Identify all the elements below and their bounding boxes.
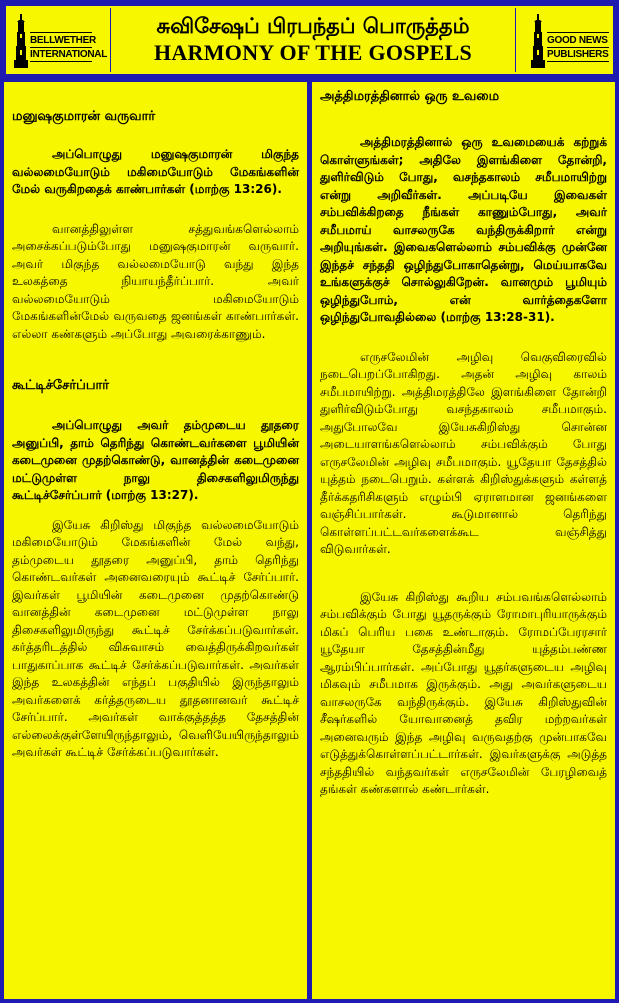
commentary-gather: இயேசு கிறிஸ்து மிகுந்த வல்லமையோடும் மகிமையோடும் மேகங்களின் மேல் வந்து, தம்முடைய தூதரை அனுப்பி, தாம் தெரிந்து கொண்டவர்கள் அனைவரையும் கூட்டிச் சேர்ப்பார். இவர்கள் பூமியின் கடைமுனை முதற்கொண்டு வானத்தின் கடைமுனை மட்டுமுள்ள நாலு திசைகளிலுமிருந்து கூட்டிச் சேர்க்கப்படுவார்கள். கர்த்தரிடத்தில் விசுவாசம் வைத்திருக்கிறவர்கள் பாதுகாப்பாக கூட்டிச் சேர்க்கப்படுவார்கள். அவர்கள் இந்த உலகத்தின் எந்தப் பகுதியில் இருந்தாலும் அவர்களைக் கர்த்தருடைய தூதனானவர் கூட்டிச் சேர்ப்பார். அவர்கள் வாக்குத்தத்த தேசத்தின் எல்லைக்குள்ளேயிருந்தாலும், வெளியேயிருந்தாலும் அவர்கள் கூட்டிச் சேர்க்கப்படுவார்கள். [12, 517, 299, 759]
bellwether-logo [12, 12, 108, 70]
section-heading-fig-tree: அத்திமரத்தினால் ஒரு உவமை [320, 89, 500, 104]
logo-right-line1: GOOD NEWS [547, 32, 609, 47]
commentary-son-of-man: வானத்திலுள்ள சத்துவங்களெல்லாம் அசைக்கப்படும்போது மனுஷகுமாரன் வருவார். அவர் மிகுந்த வல்லமையோடு வந்து இந்த உலகத்தை நியாயந்தீர்ப்பார். அவர் வல்லமையோடும் மகிமையோடும் மேகங்களின்மேல் வருவதை ஜனங்கள் காண்பார்கள். எல்லா கண்களும் அப்போது அவரைக்காணும். [12, 221, 299, 341]
page-title-english: HARMONY OF THE GOSPELS [153, 40, 473, 65]
verse-mark-13-27: அப்பொழுது அவர் தம்முடைய தூதரை அனுப்பி, தாம் தெரிந்து கொண்டவர்களை பூமியின் கடைமுனை முதற்கொண்டு, வானத்தின் கடைமுனை மட்டுமுள்ள நாலு திசைகளிலுமிருந்து கூட்டிச்சேர்ப்பார் (மாற்கு 13:27). [12, 418, 299, 502]
tower-icon [529, 12, 547, 70]
good-news-logo [529, 12, 609, 70]
section-heading-gather: கூட்டிச்சேர்ப்பார் [12, 378, 110, 393]
title-box [110, 8, 516, 72]
commentary-fig-tree-2: இயேசு கிறிஸ்து கூறிய சம்பவங்களெல்லாம் சம்பவிக்கும் போது யூதருக்கும் ரோமாபுரியாருக்கும் மிகப் பெரிய பகை உண்டாகும். ரோமப்பேரரசார் யூதேயா தேசத்தின்மீது யுத்தம்பண்ண ஆரம்பிப்பார்கள். அப்போது யூதர்களுடைய அழிவு மிகவும் சமீபமாக இருக்கும். அது அவர்களுடைய வாசலருகே வந்திருக்கும். இயேசு கிறிஸ்துவின் சீஷர்களில் யோவானைத் தவிர மற்றவர்கள் அனைவரும் இந்த அழிவு வருவதற்கு முன்பாகவே எடுத்துக்கொள்ளப்பட்டார்கள். இவர்களுக்கு அடுத்த சந்ததியில் வந்தவர்கள் எருசலேமின் பேரழிவைத் தங்கள் கண்களால் கண்டார்கள். [320, 589, 607, 796]
verse-mark-13-28-31: அத்திமரத்தினால் ஒரு உவமையைக் கற்றுக் கொள்ளுங்கள்; அதிலே இளங்கிளை தோன்றி, துளிர்விடும் போது, வசந்தகாலம் சமீபமாயிற்று என்று அறிவீர்கள். அப்படியே இவைகள் சம்பவிக்கிறதை நீங்கள் காணும்போது, அவர் சமீபமாய் வாசலருகே வந்திருக்கிறார் என்று அறியுங்கள். இவைகளெல்லாம் சம்பவிக்கு முன்னே இந்தச் சந்ததி ஒழிந்துபோகாதென்று, மெய்யாகவே உங்களுக்குச் சொல்லுகிறேன். வானமும் பூமியும் ஒழிந்துபோம், என் வார்த்தைகளோ ஒழிந்துபோவதில்லை (மாற்கு 13:28-31). [320, 135, 607, 324]
page-header [4, 4, 615, 76]
left-column [4, 82, 307, 999]
right-column [312, 82, 615, 999]
verse-mark-13-26: அப்பொழுது மனுஷகுமாரன் மிகுந்த வல்லமையோடும் மகிமையோடும் மேகங்களின் மேல் வருகிறதைக் காண்பார்கள் (மாற்கு 13:26). [12, 147, 299, 196]
page-title-tamil: சுவிசேஷப் பிரபந்தப் பொருத்தம் [156, 14, 470, 38]
logo-left-line2: INTERNATIONAL [30, 49, 108, 60]
logo-left-line1: BELLWETHER [30, 32, 92, 47]
section-heading-son-of-man: மனுஷகுமாரன் வருவார் [12, 109, 156, 124]
commentary-fig-tree-1: எருசலேமின் அழிவு வெகுவிரைவில் நடைபெறப்போகிறது. அதன் அழிவு காலம் சமீபமாயிற்று. அத்திமரத்திலே இளங்கிளை தோன்றி துளிர்விடும்போது வசந்தகாலம் சமீபமாகும். அதுபோலவே இயேசுகிறிஸ்து சொன்ன அடையாளங்களெல்லாம் சம்பவிக்கும் போது எருசலேமின் அழிவு சமீபமாகும். யூதேயா தேசத்தில் யுத்தம் நடைபெறும். கள்ளக் கிறிஸ்துக்களும் கள்ளத் தீர்க்கதரிசிகளும் எழும்பி ஏராளமான ஜனங்களை வஞ்சிப்பார்கள். கூடுமானால் தெரிந்து கொள்ளப்பட்டவர்களைக்கூட வஞ்சித்து விடுவார்கள். [320, 349, 607, 556]
logo-right-line2: PUBLISHERS [547, 49, 609, 60]
tower-icon [12, 12, 30, 70]
